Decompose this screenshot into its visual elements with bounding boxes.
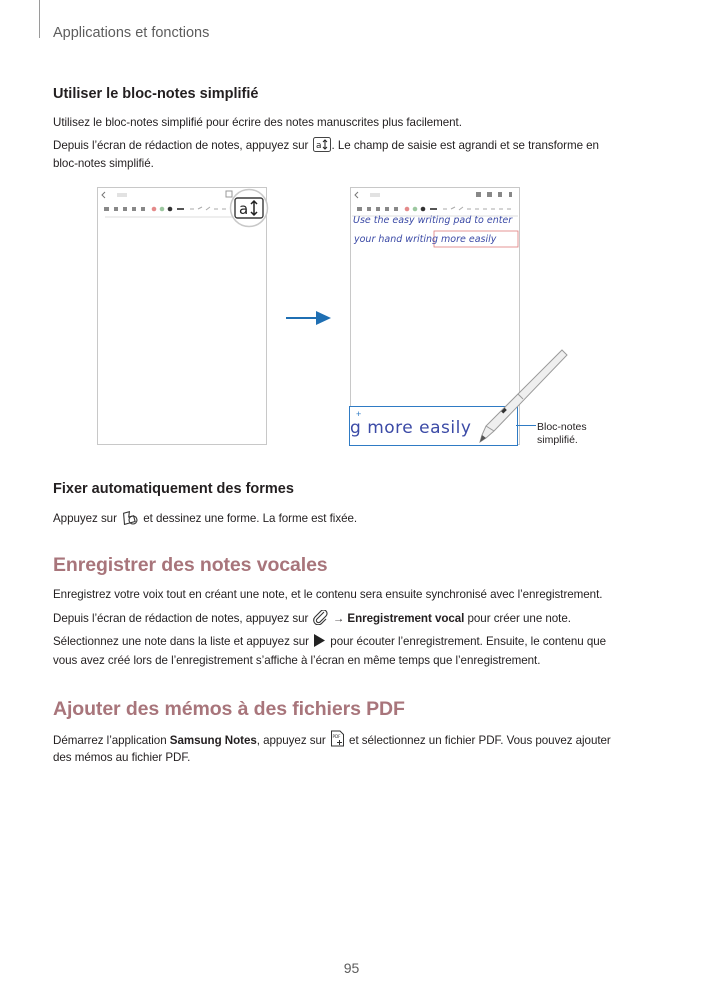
easy-writing-pad-icon (313, 137, 331, 158)
easy-writing-pad-icon-magnified (229, 188, 269, 233)
play-icon (313, 633, 326, 654)
svg-text:a: a (239, 200, 249, 218)
svg-text:a: a (315, 141, 321, 151)
add-pdf-icon (330, 730, 345, 753)
section-title-voice-notes: Enregistrer des notes vocales (53, 554, 328, 576)
paragraph: Depuis l’écran de rédaction de notes, appuyez sur → Enregistrement vocal pour créer une note. (53, 610, 571, 631)
handwriting-line: your hand writing more easily (354, 234, 497, 245)
paragraph: Utilisez le bloc-notes simplifié pour écrire des notes manuscrites plus facilement. (53, 116, 462, 129)
paragraph: des mémos au fichier PDF. (53, 751, 191, 764)
section-title-pdf-memos: Ajouter des mémos à des fichiers PDF (53, 698, 405, 720)
callout-label: Bloc-notes simplifié. (537, 421, 587, 446)
paragraph: Appuyez sur et dessinez une forme. La forme est fixée. (53, 510, 357, 531)
transition-arrow-icon (286, 310, 332, 331)
paragraph: Sélectionnez une note dans la liste et appuyez sur pour écouter l’enregistrement. Ensuite, le contenu que (53, 633, 606, 654)
header-rule (39, 0, 40, 38)
paragraph: Depuis l’écran de rédaction de notes, appuyez sur a . Le champ de saisie est agrandi et se transforme en (53, 137, 599, 158)
section-title-auto-shapes: Fixer automatiquement des formes (53, 481, 294, 497)
paragraph: Enregistrez votre voix tout en créant une note, et le contenu sera ensuite synchronisé avec l’enregistrement. (53, 588, 603, 601)
paragraph: Démarrez l’application Samsung Notes, appuyez sur PDF et sélectionnez un fichier PDF. Vous pouvez ajouter (53, 730, 611, 753)
paragraph: bloc-notes simplifié. (53, 157, 154, 170)
pad-handwriting: g more easily (350, 418, 472, 438)
simple-pad-area: + g more easily (349, 406, 518, 446)
page-number: 95 (343, 960, 360, 976)
shape-icon (121, 510, 139, 531)
section-title-simple-pad: Utiliser le bloc-notes simplifié (53, 86, 259, 102)
attach-icon (313, 610, 329, 631)
svg-text:PDF: PDF (332, 734, 341, 739)
section-header: Applications et fonctions (53, 25, 210, 41)
s-pen-icon (472, 346, 572, 451)
handwriting-line: Use the easy writing pad to enter (353, 215, 513, 226)
paragraph: vous avez créé lors de l’enregistrement s’affiche à l’écran en même temps que l’enregistrement. (53, 654, 541, 667)
